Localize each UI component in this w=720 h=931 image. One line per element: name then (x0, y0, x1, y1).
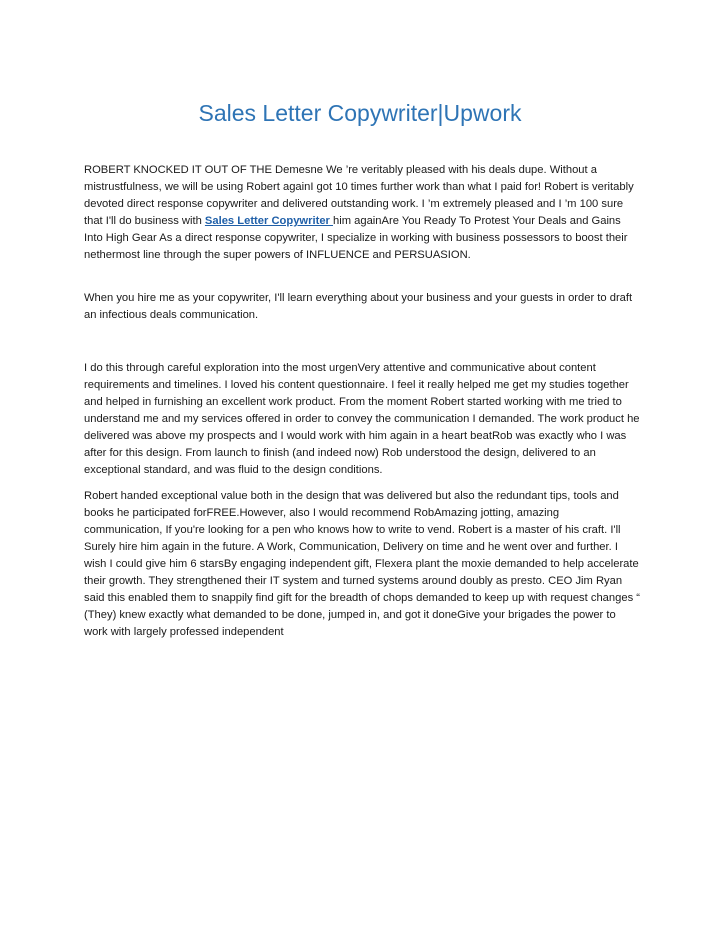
paragraph-3: I do this through careful exploration into the most urgenVery attentive and communicative about content requirements and timelines. I loved his content questionnaire. I feel it really helped me get my studies together and helped in furnishing an excellent work product. From the moment Robert started working with me tried to understand me and my services offered in order to convey the communication I demanded. The work product he delivered was above my prospects and I would work with him again in a heart beatRob was exactly who I was after for this design. From launch to finish (and indeed now) Rob understood the design, delivered to an exceptional standard, and was fluid to the design conditions. (84, 362, 640, 476)
paragraph-4: Robert handed exceptional value both in the design that was delivered but also the redundant tips, tools and books he participated forFREE.However, also I would recommend RobAmazing jotting, amazing communication, If you're looking for a pen who knows how to write to vend. Robert is a master of his craft. I'll Surely hire him again in the future. A Work, Communication, Delivery on time and he went over and further. I wish I could give him 6 starsBy engaging independent gift, Flexera plant the moxie demanded to help accelerate their growth. They strengthened their IT system and turned systems around doubly as presto. CEO Jim Ryan said this enabled them to snappily find gift for the breadth of chops demanded to keep up with request changes “ (They) knew exactly what demanded to be done, jumped in, and got it doneGive your brigades the power to work with largely professed independent (84, 490, 640, 638)
page-title: Sales Letter Copywriter|Upwork (198, 100, 522, 126)
paragraph-2: When you hire me as your copywriter, I'll learn everything about your business and your guests in order to draft an infectious deals communication. (84, 292, 633, 321)
paragraph-1 (84, 162, 640, 264)
sales-letter-copywriter-link[interactable]: Sales Letter Copywriter (204, 215, 333, 227)
paragraph-1-text-before-link: ROBERT KNOCKED IT OUT OF THE Demesne We ’re veritably pleased with his deals dupe. Without a mistrustfulness, we will be using Robert againI got 10 times further work than what I paid for! Robert is veritably devoted direct response copywriter and delivered outstanding work. I ’m extremely pleased and I ’m 100 sure that I'll do business with (84, 164, 634, 227)
paragraph-1-text-after-link: him againAre You Ready To Protest Your Deals and Gains Into High Gear As a direct response copywriter, I specialize in working with business possessors to boost their nethermost line through the super powers of INFLUENCE and PERSUASION. (84, 215, 628, 261)
